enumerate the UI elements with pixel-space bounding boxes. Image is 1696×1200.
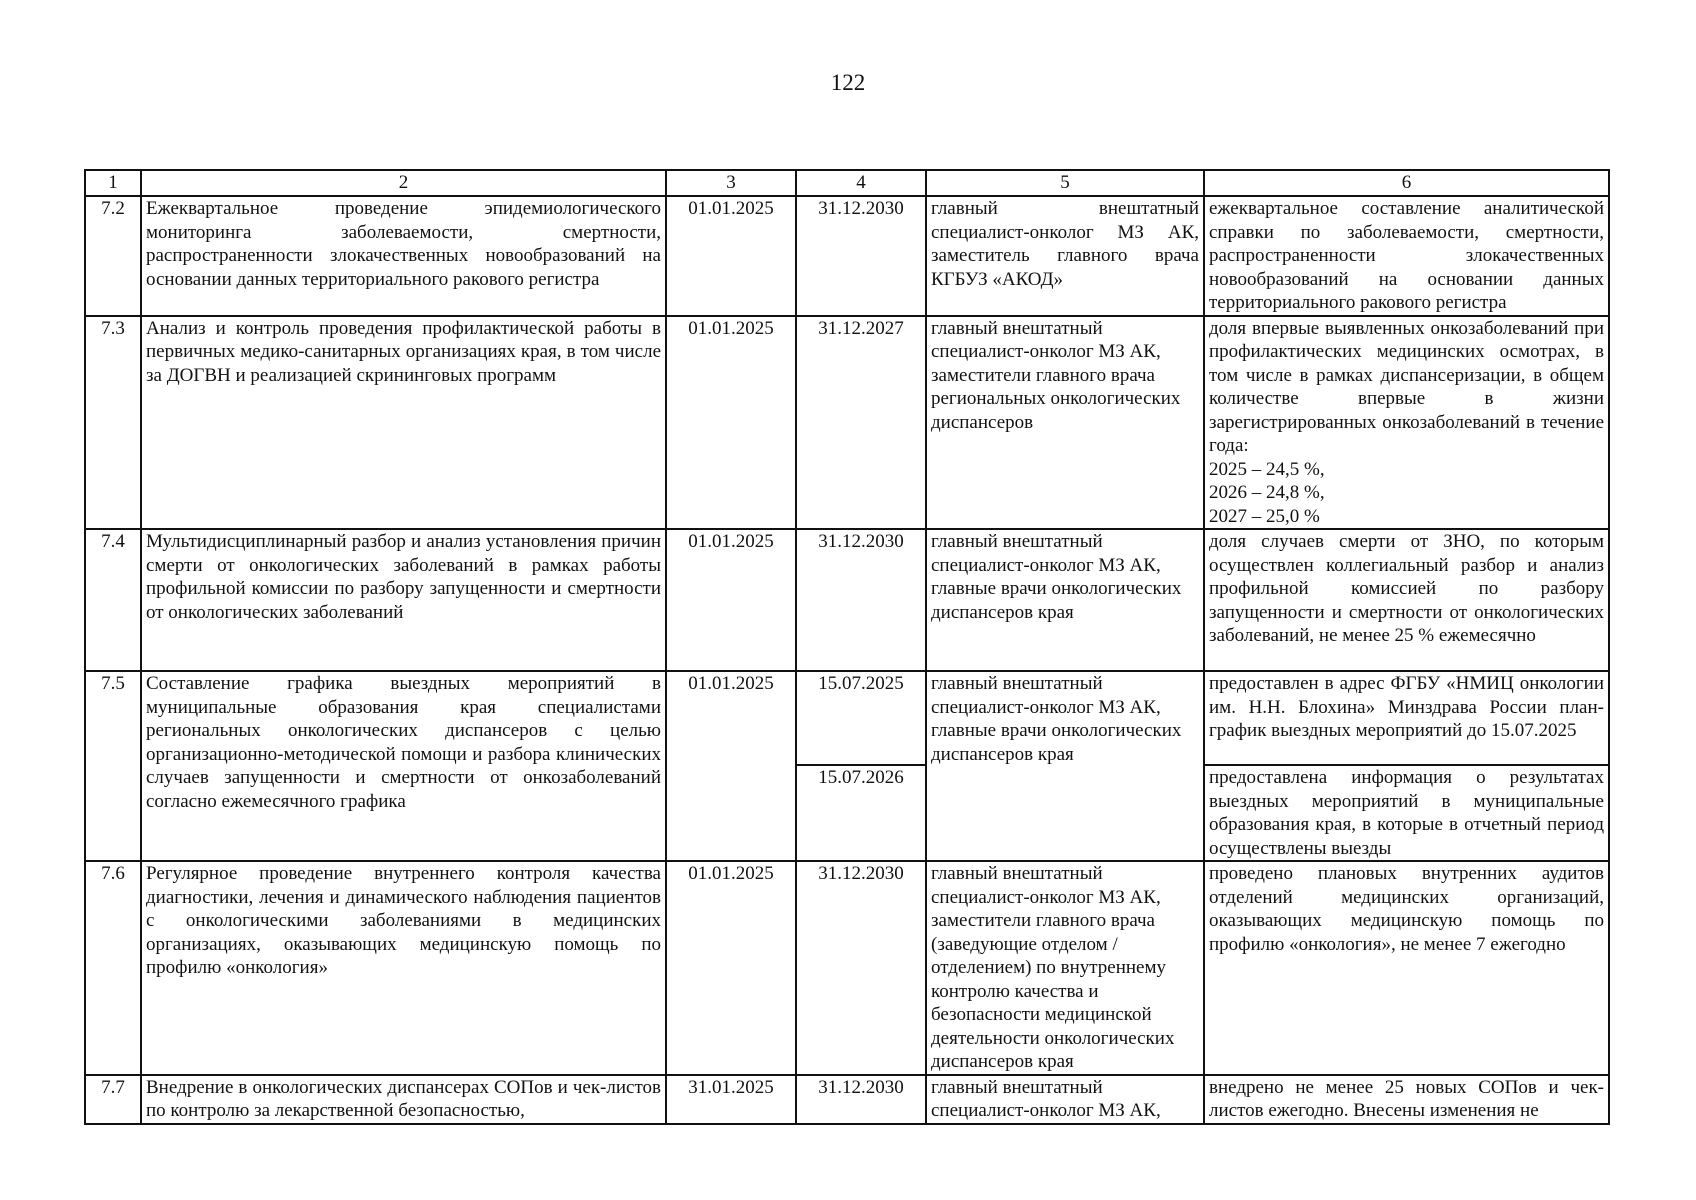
row-number: 7.2 [85,196,141,316]
table-row [85,861,1609,1075]
start-date-cell: 01.01.2025 [666,529,796,671]
start-date-cell: 01.01.2025 [666,316,796,530]
end-date-cell: 31.12.2030 [796,1075,926,1124]
column-header: 3 [666,170,796,196]
responsible-cell: главный внештатный специалист-онколог МЗ АК, главные врачи онкологических диспансеров края [926,529,1204,671]
column-header: 1 [85,170,141,196]
start-date-cell: 01.01.2025 [666,861,796,1075]
result-text: внедрено не менее 25 новых СОПов и чек-листов ежегодно. Внесены изменения не [1209,1076,1604,1121]
column-header: 5 [926,170,1204,196]
result-cell [1204,1075,1609,1124]
activity-cell [141,1075,666,1124]
result-cell: предоставлена информация о результатах выездных мероприятий в муниципальные образования края, в которые в отчетный период осуществлены выезды [1204,765,1609,861]
responsible-text: главный внештатный специалист-онколог МЗ АК, [931,1076,1161,1121]
result-value: 2027 – 25,0 % [1209,505,1320,527]
page-number: 122 [830,70,866,95]
end-date-cell: 31.12.2027 [796,316,926,530]
end-date-cell: 15.07.2026 [796,765,926,861]
row-number: 7.6 [85,861,141,1075]
activity-cell: Составление графика выездных мероприятий в муниципальные образования края специалистами региональных онкологических диспансеров с целью организационно-методической помощи и разбора клинических случаев запущенности и смертности от онкозаболеваний согласно ежемесячного графика [141,671,666,861]
activity-text: Внедрение в онкологических диспансерах СОПов и чек-листов по контролю за лекарственной безопасностью, [146,1076,661,1121]
table-row [85,196,1609,316]
end-date-cell: 15.07.2025 [796,671,926,765]
table-row [85,1075,1609,1124]
result-cell: доля случаев смерти от ЗНО, по которым осуществлен коллегиальный разбор и анализ профильной комиссией по разбору запущенности и смертности от онкологических заболеваний, не менее 25 % ежемесячно [1204,529,1609,671]
activity-cell: Ежеквартальное проведение эпидемиологического мониторинга заболеваемости, смертности, распространенности злокачественных новообразований на основании данных территориального ракового регистра [141,196,666,316]
result-cell: предоставлен в адрес ФГБУ «НМИЦ онкологии им. Н.Н. Блохина» Минздрава России план-график выездных мероприятий до 15.07.2025 [1204,671,1609,765]
column-header: 2 [141,170,666,196]
start-date-cell: 01.01.2025 [666,196,796,316]
table-row [85,316,1609,530]
result-value: 2026 – 24,8 %, [1209,482,1325,503]
end-date-cell: 31.12.2030 [796,529,926,671]
end-date-cell: 31.12.2030 [796,861,926,1075]
result-cell [1204,316,1609,530]
column-header: 4 [796,170,926,196]
table-row [85,529,1609,671]
responsible-cell [926,1075,1204,1124]
plan-table [84,169,1610,1125]
row-number: 7.5 [85,671,141,861]
column-header: 6 [1204,170,1609,196]
row-number: 7.4 [85,529,141,671]
responsible-cell: главный внештатный специалист-онколог МЗ АК, заместители главного врача региональных онкологических диспансеров [926,316,1204,530]
result-cell: ежеквартальное составление аналитической справки по заболеваемости, смертности, распространенности злокачественных новообразований на основании данных территориального ракового регистра [1204,196,1609,316]
start-date-cell: 01.01.2025 [666,671,796,861]
activity-cell: Мультидисциплинарный разбор и анализ установления причин смерти от онкологических заболеваний в рамках работы профильной комиссии по разбору запущенности и смертности от онкологических заболеваний [141,529,666,671]
responsible-cell: главный внештатный специалист-онколог МЗ АК, главные врачи онкологических диспансеров края [926,671,1204,861]
row-number: 7.7 [85,1075,141,1124]
responsible-cell: главный внештатный специалист-онколог МЗ АК, заместители главного врача (заведующие отделом / отделением) по внутреннему контролю качества и безопасности медицинской деятельности онкологических диспансеров края [926,861,1204,1075]
responsible-cell: главный внештатный специалист-онколог МЗ АК, заместитель главного врача КГБУЗ «АКОД» [926,196,1204,316]
activity-cell: Регулярное проведение внутреннего контроля качества диагностики, лечения и динамического наблюдения пациентов с онкологическими заболеваниями в медицинских организациях, оказывающих медицинскую помощь по профилю «онкология» [141,861,666,1075]
result-value: 2025 – 24,5 %, [1209,458,1325,480]
table-row [85,671,1609,765]
end-date-cell: 31.12.2030 [796,196,926,316]
result-text: доля впервые выявленных онкозаболеваний при профилактических медицинских осмотрах, в том числе в рамках диспансеризации, в общем количестве впервые в жизни зарегистрированных онкозаболеваний в течение года: [1209,317,1604,456]
header-row [85,170,1609,196]
result-cell: проведено плановых внутренних аудитов отделений медицинских организаций, оказывающих медицинскую помощь по профилю «онкология», не менее 7 ежегодно [1204,861,1609,1075]
activity-cell: Анализ и контроль проведения профилактической работы в первичных медико-санитарных организациях края, в том числе за ДОГВН и реализацией скрининговых программ [141,316,666,530]
row-number: 7.3 [85,316,141,530]
start-date-cell: 31.01.2025 [666,1075,796,1124]
